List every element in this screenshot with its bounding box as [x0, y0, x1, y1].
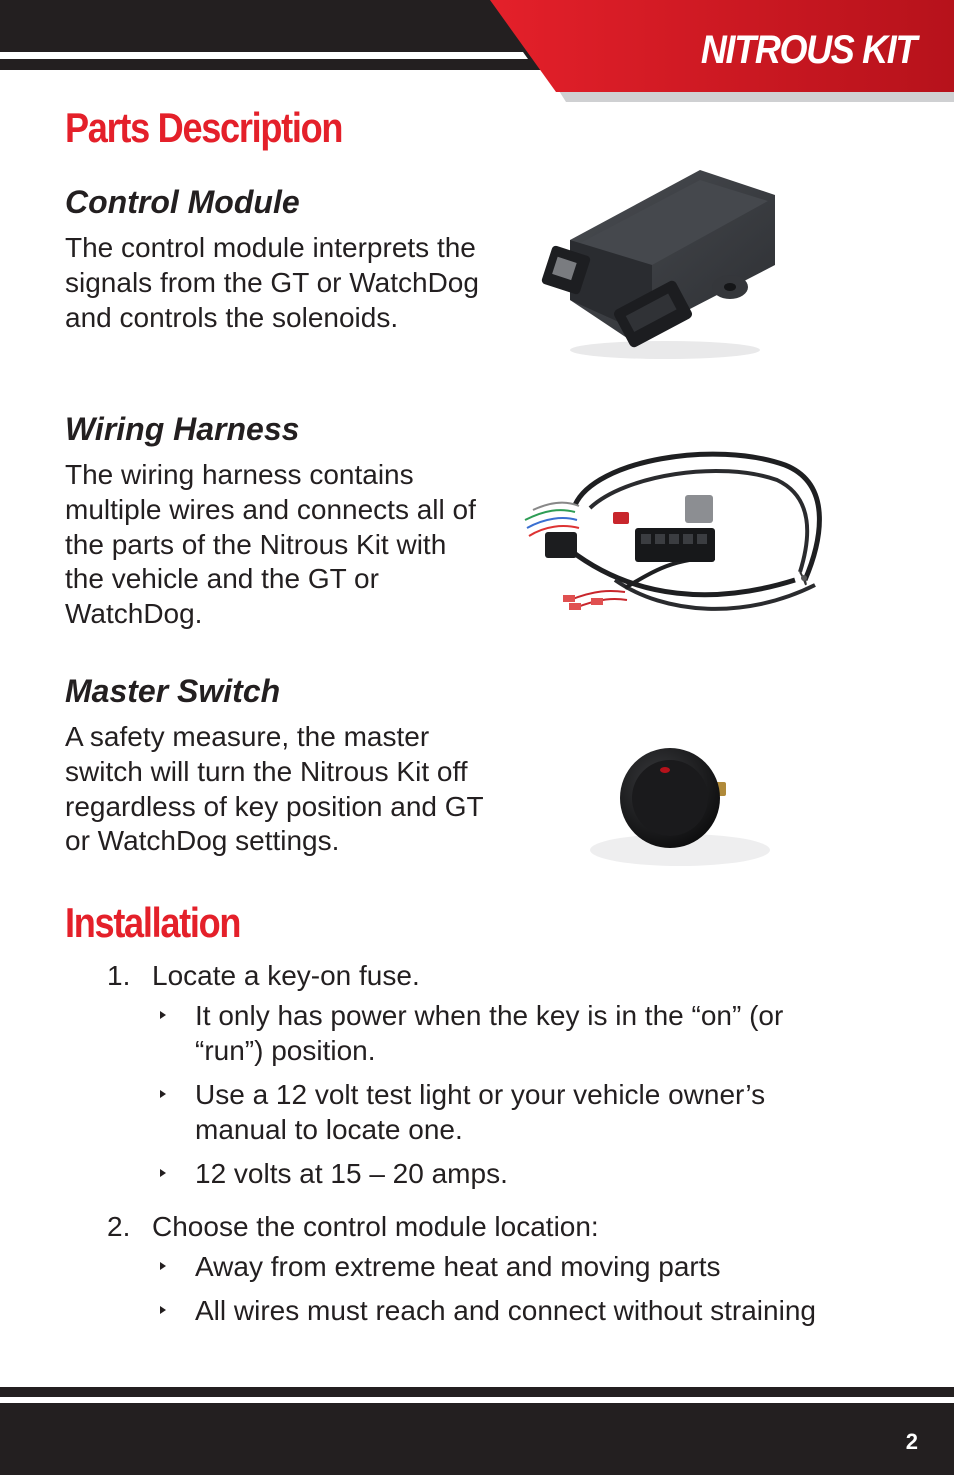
- step-text: Locate a key-on fuse.: [152, 960, 420, 991]
- step-bullet: [195, 1293, 895, 1328]
- bullet-text: Use a 12 volt test light or your vehicle owner’s manual to locate one.: [195, 1079, 766, 1145]
- installation-steps: [0, 958, 954, 1328]
- bullet-text: Away from extreme heat and moving parts: [195, 1251, 721, 1282]
- page-number: 2: [905, 1429, 918, 1454]
- control-module-image: [540, 165, 780, 365]
- step-number: 1.: [107, 960, 131, 991]
- step-text: Choose the control module location:: [152, 1211, 599, 1242]
- master-switch-image: [540, 720, 810, 880]
- control-module-heading: Control Module: [65, 184, 300, 220]
- wiring-harness-image: [515, 440, 830, 625]
- footer-band: [0, 1385, 954, 1475]
- installation-title: Installation: [65, 899, 241, 946]
- bullet-arrow-icon: [160, 1011, 166, 1019]
- bullet-text: All wires must reach and connect without straining: [195, 1295, 816, 1326]
- step-bullet: [195, 1249, 855, 1284]
- master-switch-heading: Master Switch: [65, 673, 281, 709]
- master-switch-description: A safety measure, the master switch will turn the Nitrous Kit off regardless of key position and GT or WatchDog settings.: [65, 721, 484, 857]
- header-title: NITROUS KIT: [700, 28, 916, 72]
- installation-step: [0, 1209, 954, 1328]
- bullet-arrow-icon: [160, 1306, 166, 1314]
- step-bullet: [195, 1156, 855, 1191]
- control-module-description: The control module interprets the signals from the GT or WatchDog and controls the solenoids.: [65, 232, 479, 333]
- bullet-text: 12 volts at 15 – 20 amps.: [195, 1158, 508, 1189]
- step-number: 2.: [107, 1211, 131, 1242]
- wiring-harness-heading: Wiring Harness: [65, 411, 300, 447]
- installation-step: [0, 958, 954, 1191]
- bullet-arrow-icon: [160, 1169, 166, 1177]
- bullet-arrow-icon: [160, 1262, 166, 1270]
- parts-description-title: Parts Description: [65, 104, 343, 151]
- wiring-harness-description: The wiring harness contains multiple wires and connects all of the parts of the Nitrous Kit with the vehicle and the GT or WatchDog.: [65, 459, 476, 630]
- step-bullet: [195, 1077, 855, 1147]
- bullet-arrow-icon: [160, 1090, 166, 1098]
- bullet-text: It only has power when the key is in the “on” (or “run”) position.: [195, 1000, 784, 1066]
- step-bullet: [195, 998, 855, 1068]
